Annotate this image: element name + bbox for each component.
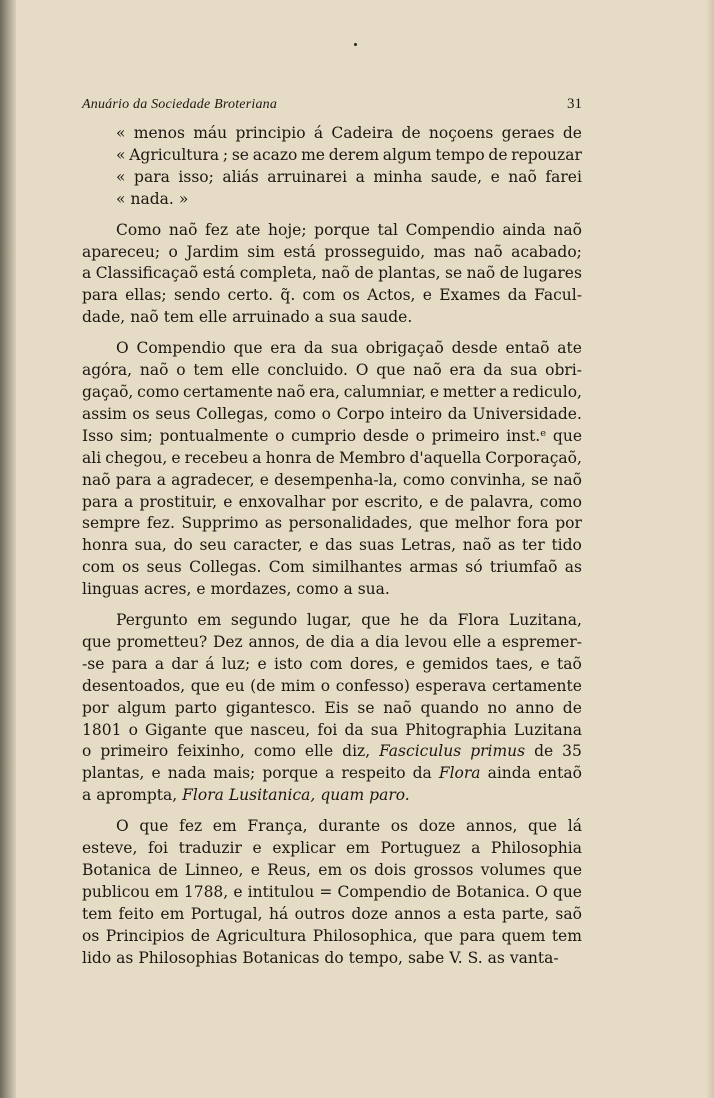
text-line: para a prostituir, e enxovalhar por escrito, e de palavra, como xyxy=(82,492,582,511)
page-number: 31 xyxy=(567,96,582,112)
text-line: assim os seus Collegas, como o Corpo inteiro da Universidade. xyxy=(82,404,582,423)
text-line: Pergunto em segundo lugar, que he da Flora Luzitana, xyxy=(116,611,582,630)
text-line: Botanica de Linneo, e Reus, em os dois grossos volumes que xyxy=(82,861,582,879)
text-line: « para isso; aliás arruinarei a minha saude, e naõ farei xyxy=(116,167,582,186)
paragraph xyxy=(82,816,582,969)
text-line: lido as Philosophias Botanicas do tempo, sabe V. S. as vanta- xyxy=(82,948,559,967)
paragraph-gap xyxy=(82,601,582,610)
text-body xyxy=(82,123,582,970)
paragraph xyxy=(82,220,582,330)
text-line: linguas acres, e mordazes, como a sua. xyxy=(82,580,390,599)
text-line: com os seus Collegas. Com similhantes armas só triumfaõ as xyxy=(82,558,582,577)
text-line: agóra, naõ o tem elle concluido. O que naõ era da sua obri- xyxy=(82,361,582,380)
text-line: ali chegou, e recebeu a honra de Membro d'aquella Corporaçaõ, xyxy=(82,448,582,467)
text-line: dade, naõ tem elle arruinado a sua saude. xyxy=(82,308,413,327)
text-line: naõ para a agradecer, e desempenha-la, como convinha, se naõ xyxy=(82,470,582,489)
text-line: o primeiro feixinho, como elle diz, Fasciculus primus de 35 xyxy=(82,742,582,761)
text-line: que prometteu? Dez annos, de dia a dia levou elle a espremer- xyxy=(82,632,582,651)
text-line: Isso sim; pontualmente o cumprio desde o primeiro inst.ᵉ que xyxy=(82,426,582,445)
text-line: sempre fez. Supprimo as personalidades, que melhor fora por xyxy=(82,514,582,533)
text-line: os Principios de Agricultura Philosophica, que para quem tem xyxy=(82,926,582,945)
paragraph xyxy=(82,123,582,211)
text-line: O Compendio que era da sua obrigaçaõ desde entaõ ate xyxy=(116,339,582,358)
text-line: O que fez em França, durante os doze annos, que lá xyxy=(116,817,582,836)
text-line: apareceu; o Jardim sim está prosseguido, mas naõ acabado; xyxy=(82,242,582,261)
text-line: publicou em 1788, e intitulou = Compendio de Botanica. O que xyxy=(82,882,582,901)
text-line: desentoados, que eu (de mim o confesso) esperava certamente xyxy=(82,676,582,695)
printer-dot xyxy=(354,43,357,46)
paragraph-gap xyxy=(82,329,582,338)
page-right-edge xyxy=(706,0,714,1098)
page-binding-edge xyxy=(0,0,16,1098)
text-line: por algum parto gigantesco. Eis se naõ quando no anno de xyxy=(82,698,582,717)
paragraph xyxy=(82,610,582,807)
page-header xyxy=(82,96,582,113)
text-line: gaçaõ, como certamente naõ era, calumniar, e metter a rediculo, xyxy=(82,382,582,401)
text-line: Como naõ fez ate hoje; porque tal Compendio ainda naõ xyxy=(116,220,582,239)
text-line: plantas, e nada mais; porque a respeito da Flora ainda entaõ xyxy=(82,764,582,783)
text-line: honra sua, do seu caracter, e das suas Letras, naõ as ter tido xyxy=(82,536,582,555)
text-line: « Agricultura ; se acazo me derem algum tempo de repouzar xyxy=(116,145,582,164)
text-line: tem feito em Portugal, há outros doze annos a esta parte, saõ xyxy=(82,904,582,923)
text-line: 1801 o Gigante que nasceu, foi da sua Phitographia Luzitana xyxy=(82,720,582,739)
paragraph-gap xyxy=(82,211,582,220)
running-title: Anuário da Sociedade Broteriana xyxy=(82,97,278,112)
paragraph-gap xyxy=(82,807,582,816)
text-line: para ellas; sendo certo. q̃. com os Actos, e Exames da Facul- xyxy=(82,286,582,305)
paragraph xyxy=(82,338,582,601)
text-line: esteve, foi traduzir e explicar em Portuguez a Philosophia xyxy=(82,839,582,858)
text-line: -se para a dar á luz; e isto com dores, e gemidos taes, e taõ xyxy=(82,654,582,673)
text-line: « nada. » xyxy=(116,189,189,208)
text-line: a aprompta, Flora Lusitanica, quam paro. xyxy=(82,786,410,805)
text-line: « menos máu principio á Cadeira de noçoens geraes de xyxy=(116,124,582,142)
text-line: a Classificaçaõ está completa, naõ de plantas, se naõ de lugares xyxy=(82,264,582,283)
